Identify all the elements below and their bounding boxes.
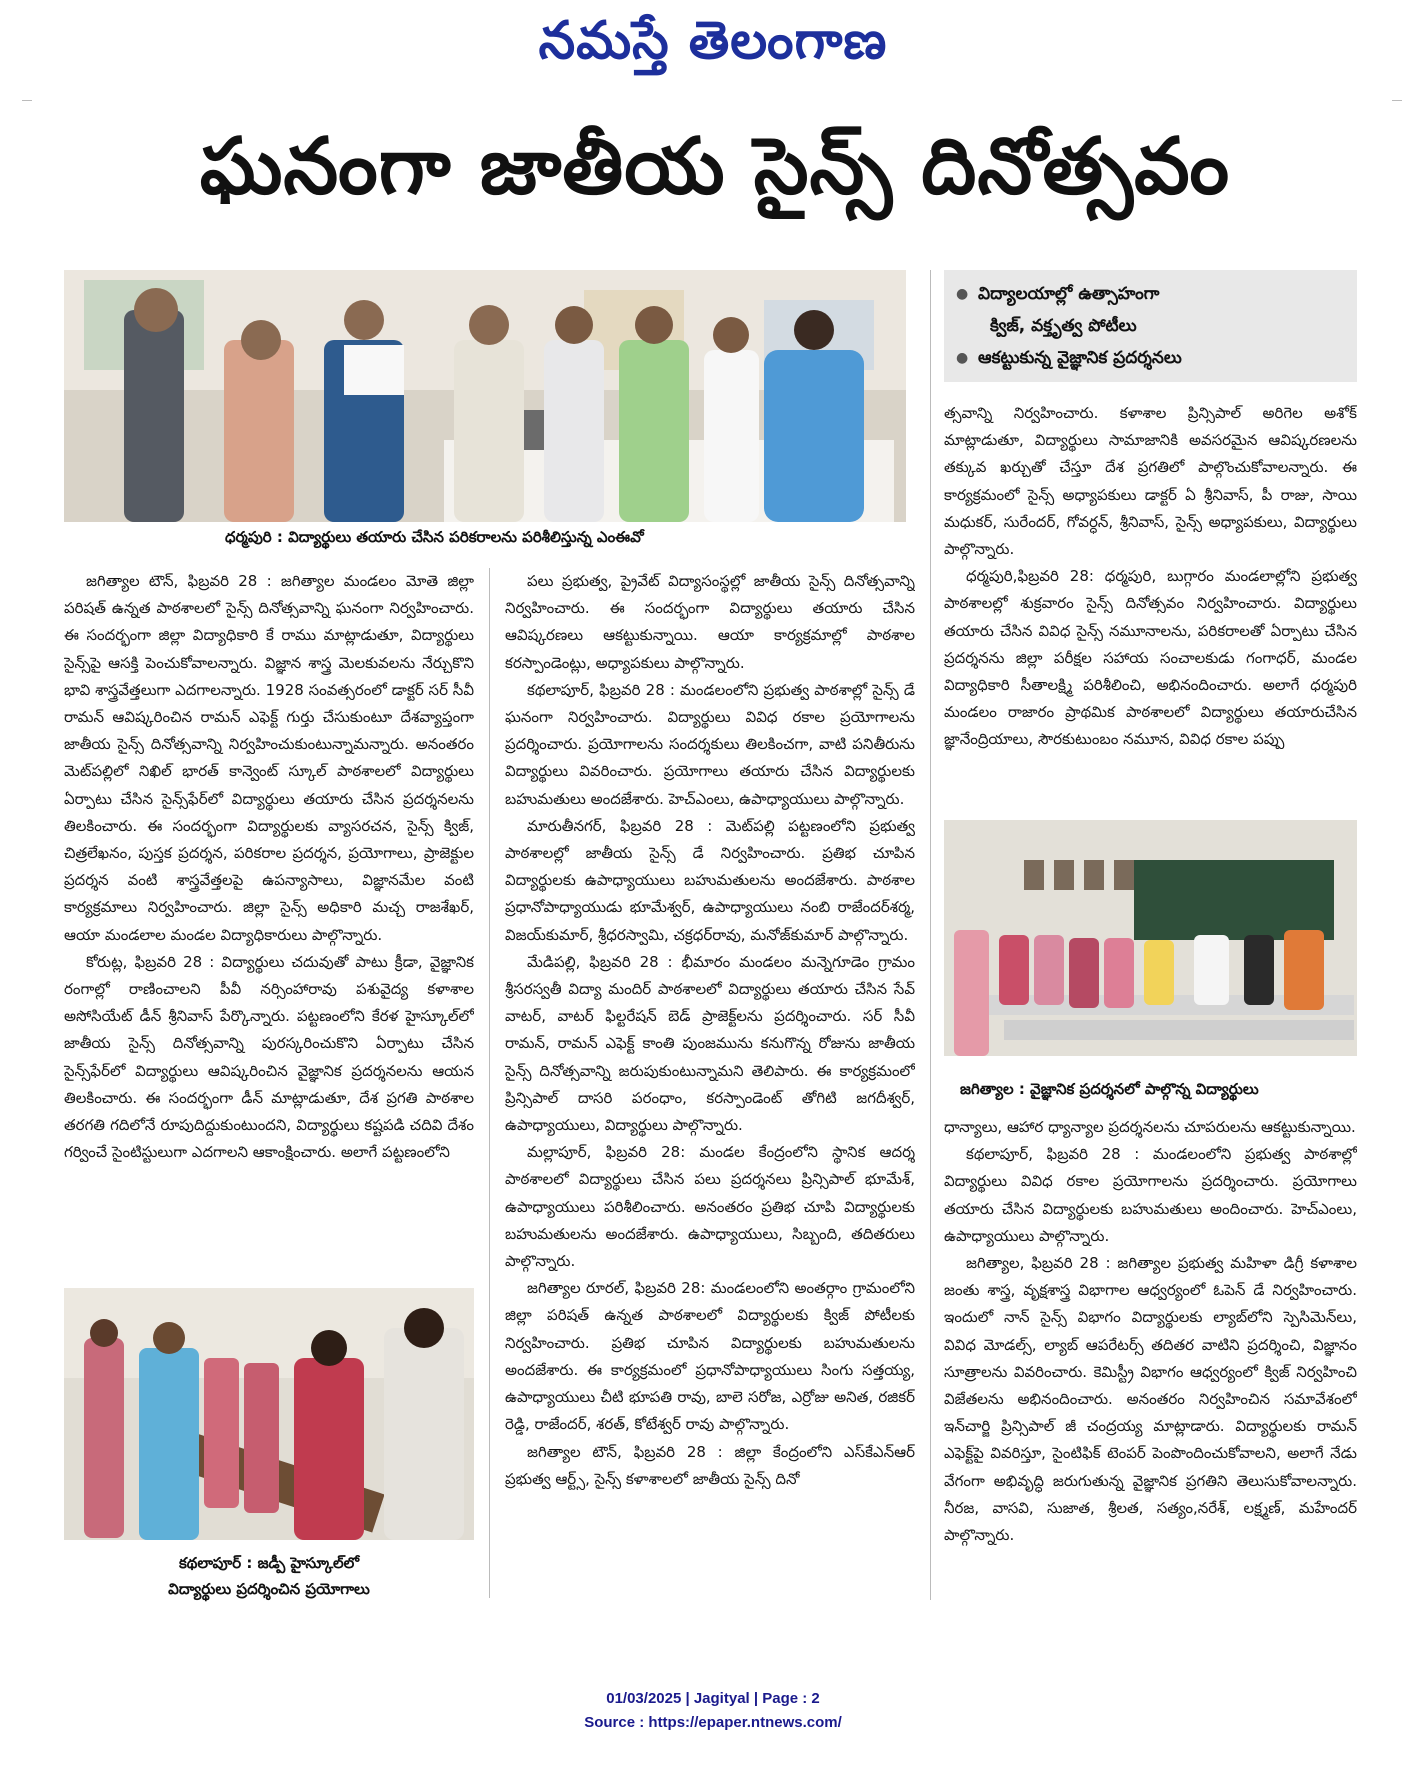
article-column-2 [505,568,915,1600]
paragraph: మారుతీనగర్, ఫిబ్రవరి 28 : మెట్‌పల్లి పట్టణంలోని ప్రభుత్వ పాఠశాలల్లో జాతీయ సైన్స్ డే నిర్వహించారు. ప్రతిభ చూపిన విద్యార్థులకు ఉపాధ్యాయులు బహుమతులను అందజేశారు. పాఠశాల ప్రధానోపాధ్యాయుడు భూమేశ్వర్, ఉపాధ్యాయులు నంబి రాజేందర్‌శర్మ, విజయ్‌కుమార్, శ్రీధరస్వామి, చక్రధర్‌రావు, మనోజ్‌కుమార్ పాల్గొన్నారు. [505,816,915,944]
paragraph: జగిత్యాల టౌన్, ఫిబ్రవరి 28 : జగిత్యాల మండలం మోతె జిల్లా పరిషత్ ఉన్నత పాఠశాలలో సైన్స్ దినోత్సవాన్ని ఘనంగా నిర్వహించారు. ఈ సందర్భంగా జిల్లా విద్యాధికారి కే రాము మాట్లాడుతూ, విద్యార్థులు సైన్స్‌పై ఆసక్తి పెంచుకోవాలన్నారు. విజ్ఞాన శాస్త్ర మెలకువలను నేర్చుకొని భావి శాస్త్రవేత్తలుగా ఎదగాలన్నారు. 1928 సంవత్సరంలో డాక్టర్ సర్ సీవీ రామన్ ఆవిష్కరించిన రామన్ ఎఫెక్ట్ గుర్తు చేసుకుంటూ దేశవ్యాప్తంగా జాతీయ సైన్స్ దినోత్సవాన్ని నిర్వహించుకుంటున్నామన్నారు. అనంతరం మెట్‌పల్లిలో నిఖిల్ భారత్ కాన్వెంట్ స్కూల్ పాఠశాలలో విద్యార్థులు ఏర్పాటు చేసిన సైన్స్‌ఫేర్‌లో విద్యార్థులు తయారు చేసిన ప్రదర్శనలను తిలకించారు. ఈ సందర్భంగా విద్యార్థులకు వ్యాసరచన, సైన్స్ క్విజ్, చిత్రలేఖనం, పుస్తక ప్రదర్శన, పరికరాల ప్రదర్శన, ప్రయోగాలు, ప్రాజెక్టుల ప్రదర్శన వంటి శాస్త్రవేత్తలపై ఉపన్యాసాలు, విజ్ఞానమేల వంటి కార్యక్రమాలు నిర్వహించారు. జిల్లా సైన్స్ అధికారి మచ్చ రాజశేఖర్, ఆయా మండలాల మండల విద్యాధికారులు పాల్గొన్నారు. [64,572,474,944]
paragraph: జగిత్యాల, ఫిబ్రవరి 28 : జగిత్యాల ప్రభుత్వ మహిళా డిగ్రీ కళాశాల జంతు శాస్త్ర, వృక్షశాస్త్ర విభాగాల ఆధ్వర్యంలో ఓపెన్ డే నిర్వహించారు. ఇందులో నాన్ సైన్స్ విభాగం విద్యార్థులకు ల్యాబ్‌లోని స్పెసిమెన్‌లు, వివిధ మోడల్స్, ల్యాబ్ ఆపరేటర్స్ తదితర వాటిని ప్రదర్శించి, విజ్ఞానం సూత్రాలను వివరించారు. కెమిస్ట్రీ విభాగం ఆధ్వర్యంలో క్విజ్ నిర్వహించి విజేతలను అభినందించారు. అనంతరం నిర్వహించిన సమావేశంలో ఇన్‌చార్జి ప్రిన్సిపాల్ జీ చంద్రయ్య మాట్లాడారు. విద్యార్థులకు రామన్ ఎఫెక్ట్‌పై వివరిస్తూ, సైంటిఫిక్ టెంపర్ పెంపొందించుకోవాలని, అలాగే నేడు వేగంగా అభివృద్ధి జరుగుతున్న వైజ్ఞానిక ప్రగతిని తెలుసుకోవాలన్నారు. నీరజ, వాసవి, సుజాత, శ్రీలత, సత్యం,నరేశ్, లక్ష్మణ్, మహేందర్ పాల్గొన్నారు. [944,1254,1357,1545]
article-column-3-top [944,400,1357,788]
right-photo [944,820,1357,1056]
article-column-3-bottom [944,1114,1357,1600]
highlights-box [944,270,1357,382]
paragraph: ధర్మపురి,ఫిబ్రవరి 28: ధర్మపురి, బుగ్గారం మండలాల్లోని ప్రభుత్వ పాఠశాలల్లో శుక్రవారం సైన్స్ దినోత్సవం నిర్వహించారు. విద్యార్థులు తయారు చేసిన వివిధ సైన్స్ నమూనాలను, పరికరాలతో ఏర్పాటు చేసిన ప్రదర్శనను జిల్లా పరీక్షల సహాయ సంచాలకుడు గంగాధర్, మండల విద్యాధికారి సీతాలక్ష్మి పరిశీలించి, అభినందించారు. అలాగే ధర్మపురి మండలం రాజారం ప్రాథమిక పాఠశాలలో విద్యార్థులు తయారుచేసిన జ్ఞానేంద్రియాలు, సౌరకుటుంబం నమూన, వివిధ రకాల పప్పు [944,567,1357,749]
article-column-1 [64,568,474,1248]
highlight-text: విద్యాలయాల్లో ఉత్సాహంగా [978,284,1160,304]
paragraph: మేడిపల్లి, ఫిబ్రవరి 28 : భీమారం మండలం మన్నెగూడెం గ్రామం శ్రీసరస్వతీ విద్యా మందిర్ పాఠశాలలో విద్యార్థులు తయారు చేసిన సేవ్ వాటర్, వాటర్ ఫిల్టరేషన్ బెడ్ ప్రాజెక్ట్‌లను ప్రదర్శించారు. సర్ సీవీ రామన్, రామన్ ఎఫెక్ట్ కాంతి పుంజమును కనుగొన్న రోజును జాతీయ సైన్స్ దినోత్సవాన్ని జరుపుకుంటున్నామని తెలిపారు. ఈ కార్యక్రమంలో ప్రిన్సిపాల్ దాసరి పరంధాం, కరస్పాండెంట్ తోగిటి జగదీశ్వర్, ఉపాధ్యాయులు, విద్యార్థులు పాల్గొన్నారు. [505,952,915,1135]
highlight-item [956,342,1345,374]
paragraph: కోరుట్ల, ఫిబ్రవరి 28 : విద్యార్థులు చదువుతో పాటు క్రీడా, వైజ్ఞానిక రంగాల్లో రాణించాలని పీవీ నర్సింహారావు పశువైద్య కళాశాల అసోసియేట్ డీన్ శ్రీనివాస్ పేర్కొన్నారు. పట్టణంలోని కేరళ హైస్కూల్‌లో జాతీయ సైన్స్ దినోత్సవాన్ని పురస్కరించుకొని ఏర్పాటు చేసిన సైన్స్‌ఫేర్‌లో విద్యార్థులు ఆవిష్కరించిన వైజ్ఞానిక ప్రదర్శనలను ఆయన తిలకించారు. ఈ సందర్భంగా డీన్ మాట్లాడుతూ, దేశ ప్రగతి పాఠశాల తరగతి గదిలోనే రూపుదిద్దుకుంటుందని, విద్యార్థులు కష్టపడి చదివి దేశం గర్వించే సైంటిస్టులుగా ఎదగాలని ఆకాంక్షించారు. అలాగే పట్టణంలోని [64,952,474,1162]
left-photo-caption [64,1550,474,1602]
paragraph: త్సవాన్ని నిర్వహించారు. కళాశాల ప్రిన్సిపాల్ అరిగెల అశోక్ మాట్లాడుతూ, విద్యార్థులు సామాజానికి అవసరమైన ఆవిష్కరణలను తక్కువ ఖర్చుతో చేస్తూ దేశ ప్రగతిలో పాల్గొంచుకోవాలన్నారు. ఈ కార్యక్రమంలో సైన్స్ అధ్యాపకులు డాక్టర్ ఏ శ్రీనివాస్, పీ రాజు, సాయి మధుకర్, సురేందర్, గోవర్ధన్, శ్రీనివాస్, సైన్స్ అధ్యాపకులు, విద్యార్థులు పాల్గొన్నారు. [944,404,1357,559]
footer-date-line: 01/03/2025 | Jagityal | Page : 2 [606,1690,820,1707]
masthead-divider [0,86,1426,116]
paragraph: కథలాపూర్, ఫిబ్రవరి 28 : మండలంలోని ప్రభుత్వ పాఠశాల్లో విద్యార్థులు వివిధ రకాల ప్రయోగాలను ప్రదర్శించారు. ప్రయోగాలు తయారు చేసిన విద్యార్థులకు బహుమతులు అందించారు. హెచ్ఎంలు, ఉపాధ్యాయులు పాల్గొన్నారు. [944,1145,1357,1245]
paragraph: పలు ప్రభుత్వ, ప్రైవేట్ విద్యాసంస్థల్లో జాతీయ సైన్స్ దినోత్సవాన్ని నిర్వహించారు. ఈ సందర్భంగా విద్యార్థులు తయారు చేసిన ఆవిష్కరణలు ఆకట్టుకున్నాయి. ఆయా కార్యక్రమాల్లో పాఠశాల కరస్పాండెంట్లు, అధ్యాపకులు పాల్గొన్నారు. [505,572,915,672]
caption-line: విద్యార్థులు ప్రదర్శించిన ప్రయోగాలు [168,1580,370,1598]
column-divider [489,568,490,1598]
headline: ఘనంగా జాతీయ సైన్స్ దినోత్సవం [199,122,1231,212]
highlight-text: క్విజ్, వక్తృత్వ పోటీలు [990,316,1137,336]
highlight-text: ఆకట్టుకున్న వైజ్ఞానిక ప్రదర్శనలు [978,348,1182,368]
column-divider [930,270,931,1600]
main-photo-caption: ధర్మపురి : విద్యార్థులు తయారు చేసిన పరికరాలను పరిశీలిస్తున్న ఎంఈవో [225,528,644,546]
highlight-item [956,310,1345,342]
paragraph: జగిత్యాల టౌన్, ఫిబ్రవరి 28 : జిల్లా కేంద్రంలోని ఎస్‌కేఎన్‌ఆర్ ప్రభుత్వ ఆర్ట్స్, సైన్స్ కళాశాలలో జాతీయ సైన్స్ దినో [505,1442,915,1488]
masthead-logo: నమస్తే తెలంగాణ [538,10,888,71]
main-photo [64,270,906,522]
footer-source-link[interactable]: Source : https://epaper.ntnews.com/ [584,1714,842,1731]
paragraph: మల్లాపూర్, ఫిబ్రవరి 28: మండల కేంద్రంలోని స్థానిక ఆదర్శ పాఠశాలలో విద్యార్థులు చేసిన పలు ప్రదర్శనలు ప్రిన్సిపాల్ భూమేశ్, ఉపాధ్యాయులు పరిశీలించారు. అనంతరం ప్రతిభ చూపి విద్యార్థులకు బహుమతులను అందజేశారు. ఉపాధ్యాయులు, సిబ్బంది, తదితరులు పాల్గొన్నారు. [505,1143,915,1271]
bullet-icon: ● [956,350,969,366]
highlight-item [956,278,1345,310]
paragraph: కథలాపూర్, ఫిబ్రవరి 28 : మండలంలోని ప్రభుత్వ పాఠశాల్లో సైన్స్ డే ఘనంగా నిర్వహించారు. విద్యార్థులు వివిధ రకాల ప్రయోగాలను ప్రదర్శించారు. ప్రయోగాలను సందర్శకులు తిలకించగా, వాటి పనితీరును విద్యార్థులు వివరించారు. ప్రయోగాలు తయారు చేసిన విద్యార్థులకు బహుమతులు అందజేశారు. హెచ్ఎంలు, ఉపాధ్యాయులు పాల్గొన్నారు. [505,680,915,808]
paragraph: ధాన్యాలు, ఆహార ధ్యాన్యాల ప్రదర్శనలను చూపరులను ఆకట్టుకున్నాయి. [944,1118,1356,1136]
left-photo [64,1288,474,1540]
right-photo-caption: జగిత్యాల : వైజ్ఞానిక ప్రదర్శనలో పాల్గొన్న విద్యార్థులు [960,1080,1259,1098]
bullet-icon: ● [956,286,969,302]
paragraph: జగిత్యాల రూరల్, ఫిబ్రవరి 28: మండలంలోని అంతర్గాం గ్రామంలోని జిల్లా పరిషత్ ఉన్నత పాఠశాలలో విద్యార్థులకు క్విజ్ పోటీలకు నిర్వహించారు. ప్రతిభ చూపిన విద్యార్థులకు బహుమతులను అందజేశారు. ఈ కార్యక్రమంలో ప్రధానోపాధ్యాయులు సింగు సత్తయ్య, ఉపాధ్యాయులు చీటి భూపతి రావు, బాలె సరోజ, ఎర్రోజు అనిత, రజికర్ రెడ్డి, రాజేందర్, శరత్, కోటేశ్వర్ రావు పాల్గొన్నారు. [505,1279,915,1434]
caption-line: కథలాపూర్ : జడ్పీ హైస్కూల్‌లో [178,1554,360,1572]
